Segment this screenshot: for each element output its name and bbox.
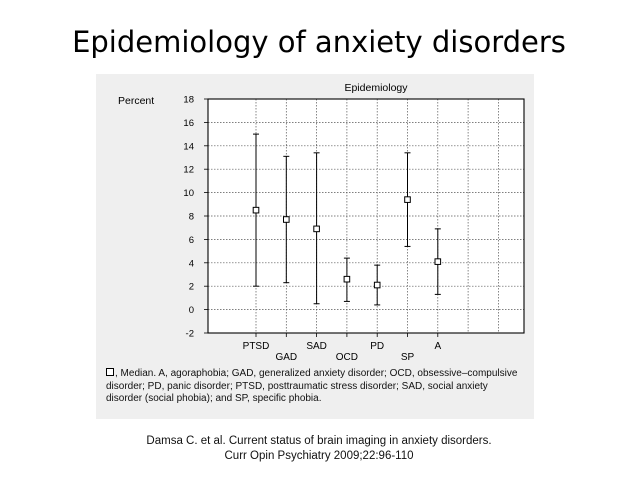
y-tick-label: 6 <box>188 234 194 246</box>
figure-caption <box>106 368 526 406</box>
x-tick-label: PD <box>370 341 385 352</box>
x-tick-label: A <box>434 341 442 352</box>
citation-line-2: Curr Opin Psychiatry 2009;22:96-110 <box>224 450 414 462</box>
median-point-sp <box>405 197 411 203</box>
y-tick-label: 0 <box>188 305 194 317</box>
median-point-gad <box>284 217 290 223</box>
slide-title: Epidemiology of anxiety disorders <box>72 25 566 59</box>
median-point-ptsd <box>253 207 259 213</box>
y-tick-label: 16 <box>183 117 194 129</box>
y-tick-label: -2 <box>185 328 194 340</box>
median-point-ocd <box>344 276 350 282</box>
x-tick-label: GAD <box>275 352 298 363</box>
median-point-sad <box>314 226 320 232</box>
x-tick-label: PTSD <box>242 341 270 352</box>
chart-figure <box>96 74 534 419</box>
chart-title: Epidemiology <box>344 82 408 94</box>
y-tick-label: 8 <box>188 211 194 223</box>
chart-plot <box>96 74 534 374</box>
median-point-a <box>435 259 441 265</box>
median-marker-icon <box>106 368 114 376</box>
citation <box>100 434 538 464</box>
x-tick-label: SP <box>400 352 415 363</box>
y-tick-label: 4 <box>188 258 194 270</box>
y-tick-label: 14 <box>183 141 194 153</box>
y-axis-label: Percent <box>118 95 155 107</box>
y-tick-label: 10 <box>183 188 194 200</box>
x-tick-label: SAD <box>306 341 327 352</box>
y-tick-label: 2 <box>188 281 194 293</box>
y-tick-label: 12 <box>183 164 194 176</box>
citation-line-1: Damsa C. et al. Current status of brain imaging in anxiety disorders. <box>146 435 492 447</box>
x-tick-label: OCD <box>335 352 359 363</box>
caption-text: , Median. A, agoraphobia; GAD, generalized anxiety disorder; OCD, obsessive–compulsive disorder; PD, panic disorder; PTSD, posttraumatic stress disorder; SAD, social anxiety disorder (social phobia); and SP, specific phobia. <box>106 368 518 404</box>
y-tick-label: 18 <box>183 94 194 106</box>
median-point-pd <box>374 282 380 288</box>
